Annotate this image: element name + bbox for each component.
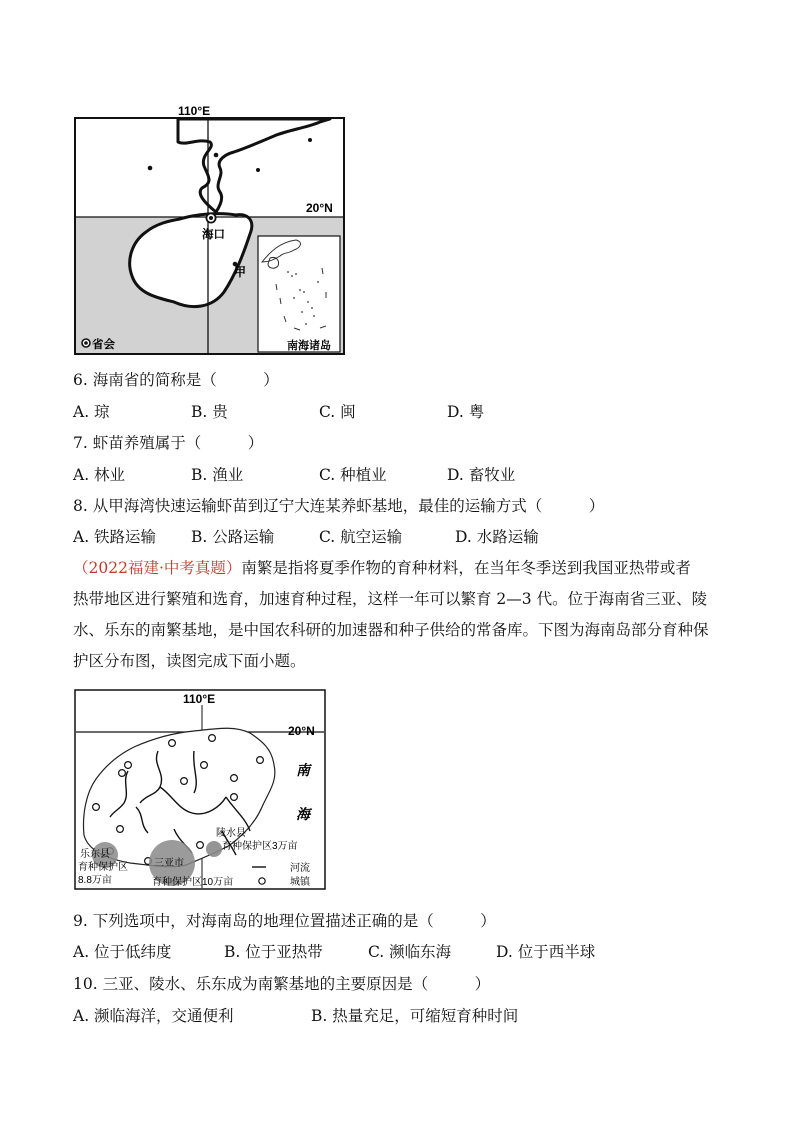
question-7: 7. 虾苗养殖属于（ ） bbox=[73, 434, 264, 452]
q6-option-a: A. 琼 bbox=[73, 403, 110, 421]
passage bbox=[73, 553, 723, 677]
q7-option-c: C. 种植业 bbox=[319, 466, 387, 484]
sea-label-hai: 海 bbox=[296, 806, 310, 822]
hainan-map-1 bbox=[74, 102, 346, 356]
point-jia-label: 甲 bbox=[234, 265, 247, 279]
sanya-area: 育种保护区10万亩 bbox=[152, 877, 234, 888]
q9-option-b: B. 位于亚热带 bbox=[224, 943, 323, 961]
ledong-area-1: 育种保护区 bbox=[78, 862, 128, 873]
q10-option-a: A. 濒临海洋，交通便利 bbox=[73, 1007, 234, 1025]
source-label: （2022福建·中考真题） bbox=[73, 559, 242, 577]
q6-option-b: B. 贵 bbox=[191, 403, 228, 421]
q9-option-c: C. 濒临东海 bbox=[368, 943, 452, 961]
q6-option-c: C. 闽 bbox=[319, 403, 356, 421]
question-8: 8. 从甲海湾快速运输虾苗到辽宁大连某养虾基地，最佳的运输方式（ ） bbox=[73, 497, 605, 515]
sea-label-nan: 南 bbox=[296, 762, 310, 778]
map1-lat-label: 20°N bbox=[306, 201, 333, 215]
lingshui-name: 陵水县 bbox=[216, 828, 246, 839]
ledong-name: 乐东县 bbox=[80, 849, 110, 860]
q9-option-d: D. 位于西半球 bbox=[496, 943, 596, 961]
legend-river-label: 河流 bbox=[290, 863, 310, 874]
q10-option-b: B. 热量充足，可缩短育种时间 bbox=[311, 1007, 519, 1025]
q6-option-d: D. 粤 bbox=[447, 403, 485, 421]
passage-line-4: 护区分布图，读图完成下面小题。 bbox=[73, 652, 306, 670]
map1-lon-label: 110°E bbox=[178, 104, 211, 118]
map-2 bbox=[74, 689, 326, 891]
passage-line-2: 热带地区进行繁殖和选育，加速育种过程，这样一年可以繁育 2—3 代。位于海南省三亚、陵 bbox=[73, 590, 708, 608]
q8-option-d: D. 水路运输 bbox=[455, 528, 539, 546]
q8-option-c: C. 航空运输 bbox=[319, 528, 403, 546]
map2-lon-label: 110°E bbox=[183, 692, 216, 706]
q8-option-a: A. 铁路运输 bbox=[73, 528, 157, 546]
q7-option-d: D. 畜牧业 bbox=[447, 466, 516, 484]
lingshui-area: 育种保护区3万亩 bbox=[222, 841, 298, 852]
sanya-name: 三亚市 bbox=[154, 858, 184, 869]
q9-option-a: A. 位于低纬度 bbox=[73, 943, 172, 961]
hainan-breeding-map bbox=[74, 689, 326, 891]
passage-line-3: 水、乐东的南繁基地，是中国农科研的加速器和种子供给的常备库。下图为海南岛部分育种保 bbox=[73, 621, 709, 639]
map2-lat-label: 20°N bbox=[288, 724, 315, 738]
legend-capital-label: 省会 bbox=[92, 339, 115, 351]
ledong-area-2: 8.8万亩 bbox=[78, 875, 112, 886]
legend-town-label: 城镇 bbox=[290, 877, 310, 888]
passage-line-1: 南繁是指将夏季作物的育种材料，在当年冬季送到我国亚热带或者 bbox=[241, 559, 691, 577]
q7-option-b: B. 渔业 bbox=[191, 466, 244, 484]
question-6: 6. 海南省的简称是（ ） bbox=[73, 371, 279, 389]
q7-option-a: A. 林业 bbox=[73, 466, 126, 484]
capital-label: 海口 bbox=[202, 229, 225, 241]
question-10: 10. 三亚、陵水、乐东成为南繁基地的主要原因是（ ） bbox=[73, 975, 491, 993]
inset-label: 南海诸岛 bbox=[287, 340, 331, 352]
map-1 bbox=[74, 102, 346, 356]
q8-option-b: B. 公路运输 bbox=[191, 528, 275, 546]
question-9: 9. 下列选项中，对海南岛的地理位置描述正确的是（ ） bbox=[73, 912, 496, 930]
